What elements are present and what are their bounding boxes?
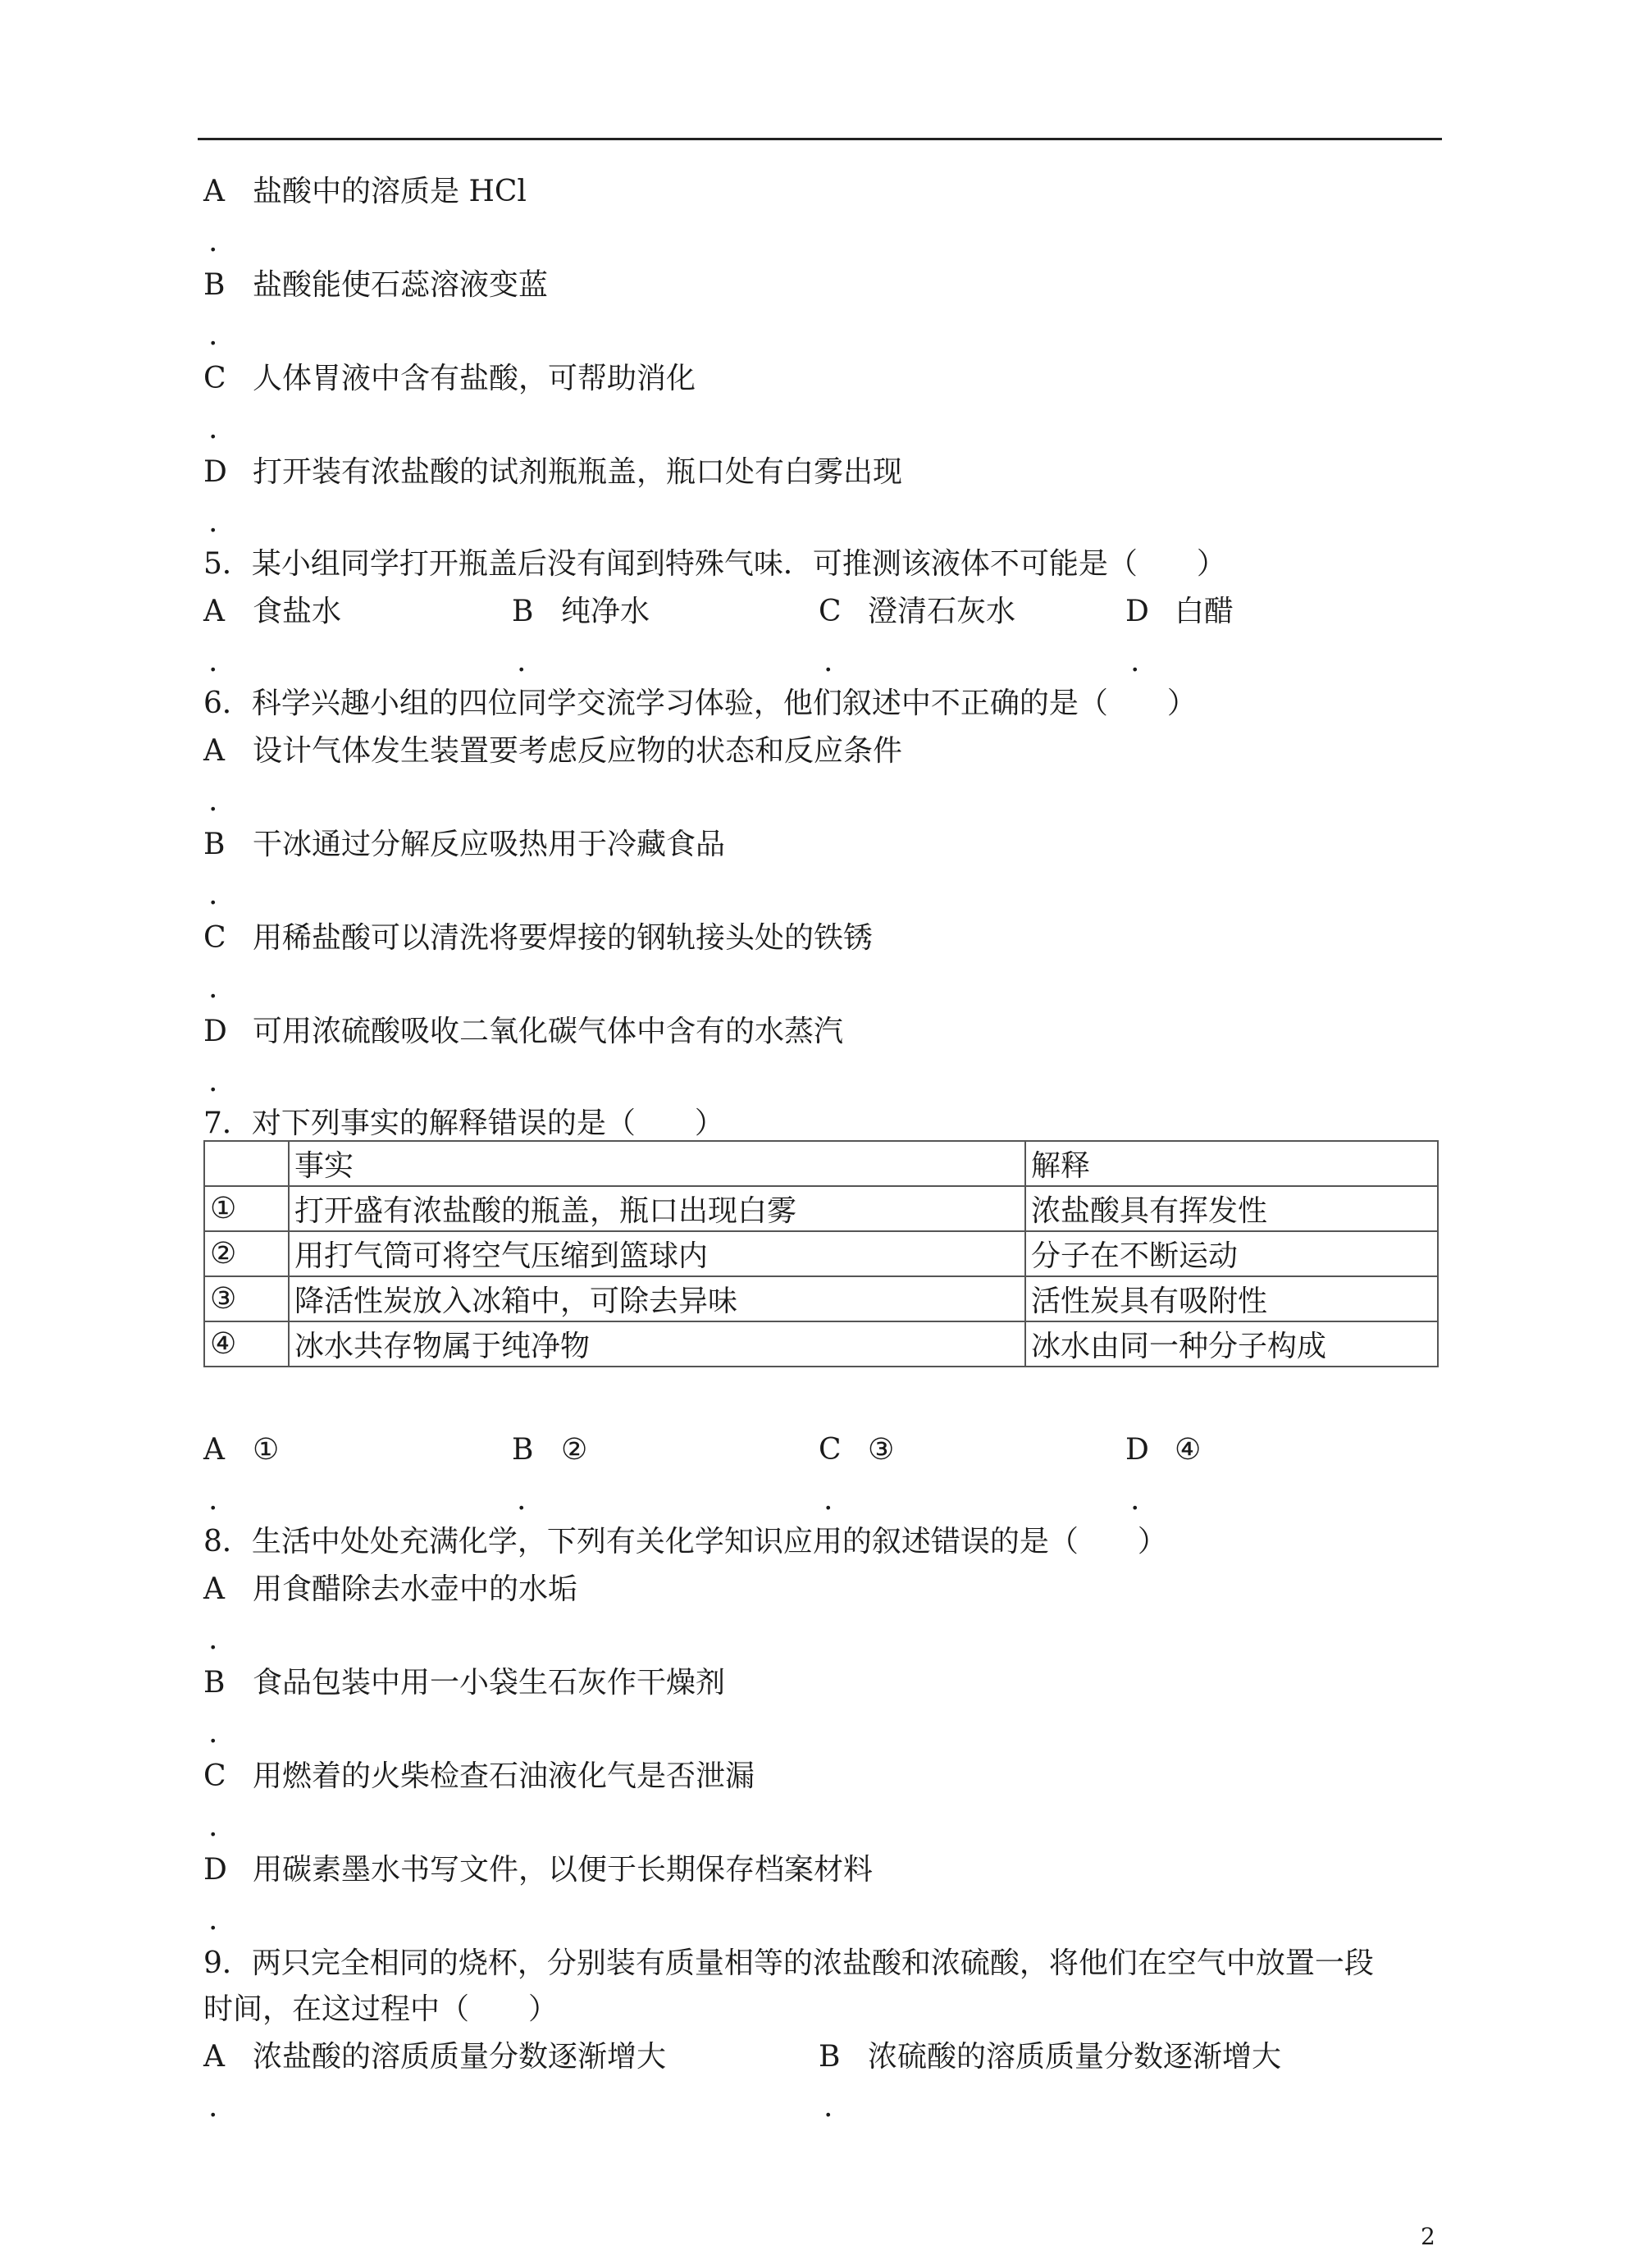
q6-option-d: D 可用浓硫酸吸收二氧化碳气体中含有的水蒸汽: [203, 1015, 844, 1048]
table-cell: 浓盐酸具有挥发性: [1025, 1186, 1438, 1231]
q7-option-a: A ①: [203, 1433, 280, 1467]
table-cell: 降活性炭放入冰箱中，可除去异味: [289, 1276, 1025, 1321]
table-cell: ③: [204, 1276, 289, 1321]
q7-option-d: D ④: [1125, 1433, 1202, 1467]
q5-option-d: D 白醋: [1125, 595, 1234, 628]
option-dot: .: [208, 1809, 218, 1843]
table-cell: 用打气筒可将空气压缩到篮球内: [289, 1231, 1025, 1276]
q5-option-c: C 澄清石灰水: [819, 595, 1016, 628]
option-dot: .: [208, 225, 218, 258]
header-rule: [198, 138, 1442, 140]
q7-option-b: B ②: [512, 1433, 588, 1467]
q8-option-d: D 用碳素墨水书写文件，以便于长期保存档案材料: [203, 1853, 874, 1887]
option-dot: .: [208, 784, 218, 818]
table-cell: 分子在不断运动: [1025, 1231, 1438, 1276]
table-row: [204, 1186, 1438, 1231]
option-dot: .: [824, 645, 833, 678]
option-dot: .: [824, 2090, 833, 2124]
q8-stem: 8．生活中处处充满化学，下列有关化学知识应用的叙述错误的是（ ）: [203, 1525, 1167, 1558]
table-cell: ①: [204, 1186, 289, 1231]
table-header-cell: 解释: [1025, 1141, 1438, 1186]
table-cell: 打开盛有浓盐酸的瓶盖，瓶口出现白雾: [289, 1186, 1025, 1231]
q6-option-a: A 设计气体发生装置要考虑反应物的状态和反应条件: [203, 734, 903, 768]
option-dot: .: [1130, 1483, 1140, 1517]
q6-stem: 6．科学兴趣小组的四位同学交流学习体验，他们叙述中不正确的是（ ）: [203, 687, 1197, 720]
table-row: [204, 1321, 1438, 1367]
option-dot: .: [208, 1622, 218, 1656]
page-number: 2: [1421, 2223, 1435, 2250]
table-header-cell: [204, 1141, 289, 1186]
option-dot: .: [208, 1065, 218, 1098]
q6-option-b: B 干冰通过分解反应吸热用于冷藏食品: [203, 828, 726, 861]
option-dot: .: [1130, 645, 1140, 678]
q4-option-d: D 打开装有浓盐酸的试剂瓶瓶盖，瓶口处有白雾出现: [203, 455, 903, 489]
option-dot: .: [208, 318, 218, 352]
q8-option-c: C 用燃着的火柴检查石油液化气是否泄漏: [203, 1759, 755, 1793]
table-cell: ②: [204, 1231, 289, 1276]
option-dot: .: [208, 878, 218, 911]
q9-stem-line1: 9．两只完全相同的烧杯，分别装有质量相等的浓盐酸和浓硫酸，将他们在空气中放置一段: [203, 1946, 1374, 1980]
q5-option-b: B 纯净水: [512, 595, 650, 628]
q4-option-c: C 人体胃液中含有盐酸，可帮助消化: [203, 362, 696, 395]
table-row: [204, 1231, 1438, 1276]
option-dot: .: [208, 971, 218, 1005]
option-dot: .: [824, 1483, 833, 1517]
table-cell: 冰水由同一种分子构成: [1025, 1321, 1438, 1367]
q9-stem-line2: 时间，在这过程中（ ）: [203, 1992, 559, 2026]
option-dot: .: [208, 1903, 218, 1937]
q9-option-a: A 浓盐酸的溶质质量分数逐渐增大: [203, 2040, 667, 2074]
q5-option-a: A 食盐水: [203, 595, 342, 628]
q4-option-b: B 盐酸能使石蕊溶液变蓝: [203, 268, 549, 302]
q7-stem: 7．对下列事实的解释错误的是（ ）: [203, 1107, 724, 1140]
option-dot: .: [208, 645, 218, 678]
q6-option-c: C 用稀盐酸可以清洗将要焊接的钢轨接头处的铁锈: [203, 921, 874, 955]
q5-stem: 5．某小组同学打开瓶盖后没有闻到特殊气味．可推测该液体不可能是（ ）: [203, 547, 1226, 581]
q9-option-b: B 浓硫酸的溶质质量分数逐渐增大: [819, 2040, 1282, 2074]
option-dot: .: [208, 412, 218, 445]
option-dot: .: [517, 645, 527, 678]
option-dot: .: [517, 1483, 527, 1517]
option-dot: .: [208, 2090, 218, 2124]
table-header-row: [204, 1141, 1438, 1186]
option-dot: .: [208, 505, 218, 539]
q7-facts-table: [203, 1140, 1439, 1367]
q7-option-c: C ③: [819, 1433, 895, 1467]
table-header-cell: 事实: [289, 1141, 1025, 1186]
q8-option-b: B 食品包装中用一小袋生石灰作干燥剂: [203, 1666, 726, 1700]
table-cell: 活性炭具有吸附性: [1025, 1276, 1438, 1321]
table-cell: 冰水共存物属于纯净物: [289, 1321, 1025, 1367]
option-dot: .: [208, 1716, 218, 1750]
q8-option-a: A 用食醋除去水壶中的水垢: [203, 1572, 578, 1606]
table-cell: ④: [204, 1321, 289, 1367]
option-dot: .: [208, 1483, 218, 1517]
q4-option-a: A 盐酸中的溶质是 HCl: [203, 175, 527, 208]
table-row: [204, 1276, 1438, 1321]
